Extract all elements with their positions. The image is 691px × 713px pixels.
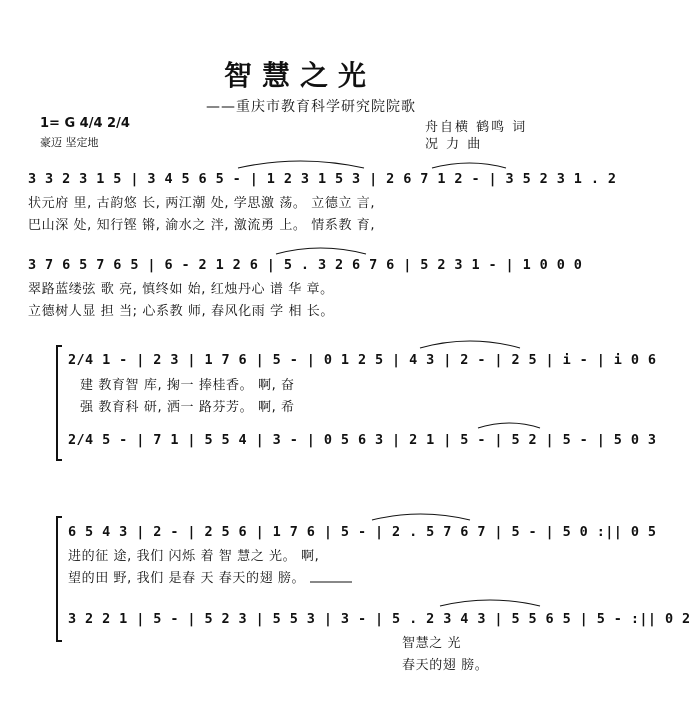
song-title: 智慧之光 [223,59,376,92]
lyricist-credit: 舟自横 鹤鸣 词 [425,120,528,135]
system2-notation: 3 7 6 5 7 6 5 | 6 - 2 1 2 6 | 5 . 3 2 6 7 6 | 5 2 3 1 - | 1 0 0 0 [28,257,583,273]
system4-lyrics-verse2: 望的田 野, 我们 是春 天 春天的翅 膀。 [68,571,306,586]
system1-notation: 3 3 2 3 1 5 | 3 4 5 6 5 - | 1 2 3 1 5 3 | 2 6 7 1 2 - | 3 5 2 3 1 . 2 [28,171,617,187]
system1-lyrics-verse2: 巴山深 处, 知行铿 锵, 渝水之 泮, 激流勇 上。 情系教 育, [28,218,376,233]
tempo-marking: 豪迈 坚定地 [40,136,99,149]
key-label: 1= G [40,116,76,131]
time-signature-primary: 4/4 [79,116,103,131]
system4-upper-notation: 6 5 4 3 | 2 - | 2 5 6 | 1 7 6 | 5 - | 2 . 5 7 6 7 | 5 - | 5 0 :|| 0 5 [68,524,657,540]
system2-lyrics-verse1: 翠路蓝缕弦 歌 亮, 慎终如 始, 红烛丹心 谱 华 章。 [28,282,334,297]
system4-lower-lyrics-verse2: 春天的翅 膀。 [402,658,489,673]
system3-lyrics-verse1: 建 教育智 库, 掬一 捧桂香。 啊, 奋 [80,378,295,393]
time-signature-secondary: 2/4 [107,116,130,131]
system4-lower-lyrics-verse1: 智慧之 光 [402,636,462,651]
composer-credit: 况 力 曲 [425,137,483,152]
system3-lyrics-verse2: 强 教育科 研, 洒一 路芬芳。 啊, 希 [80,400,295,415]
system4-lower-notation: 3 2 2 1 | 5 - | 5 2 3 | 5 5 3 | 3 - | 5 . 2 3 4 3 | 5 5 6 5 | 5 - :|| 0 2 [68,611,691,627]
system4-lyrics-verse1: 进的征 途, 我们 闪烁 着 智 慧之 光。 啊, [68,549,320,564]
system3-upper-notation: 2/4 1 - | 2 3 | 1 7 6 | 5 - | 0 1 2 5 | 4 3 | 2 - | 2 5 | i - | i 0 6 [68,352,657,368]
system2-lyrics-verse2: 立德树人显 担 当; 心系教 师, 春风化雨 学 相 长。 [28,304,334,319]
system3-lower-notation: 2/4 5 - | 7 1 | 5 5 4 | 3 - | 0 5 6 3 | 2 1 | 5 - | 5 2 | 5 - | 5 0 3 [68,432,657,448]
system1-lyrics-verse1: 状元府 里, 古韵悠 长, 两江潮 处, 学思激 荡。 立德立 言, [28,196,376,211]
song-subtitle: ——重庆市教育科学研究院院歌 [206,99,416,115]
